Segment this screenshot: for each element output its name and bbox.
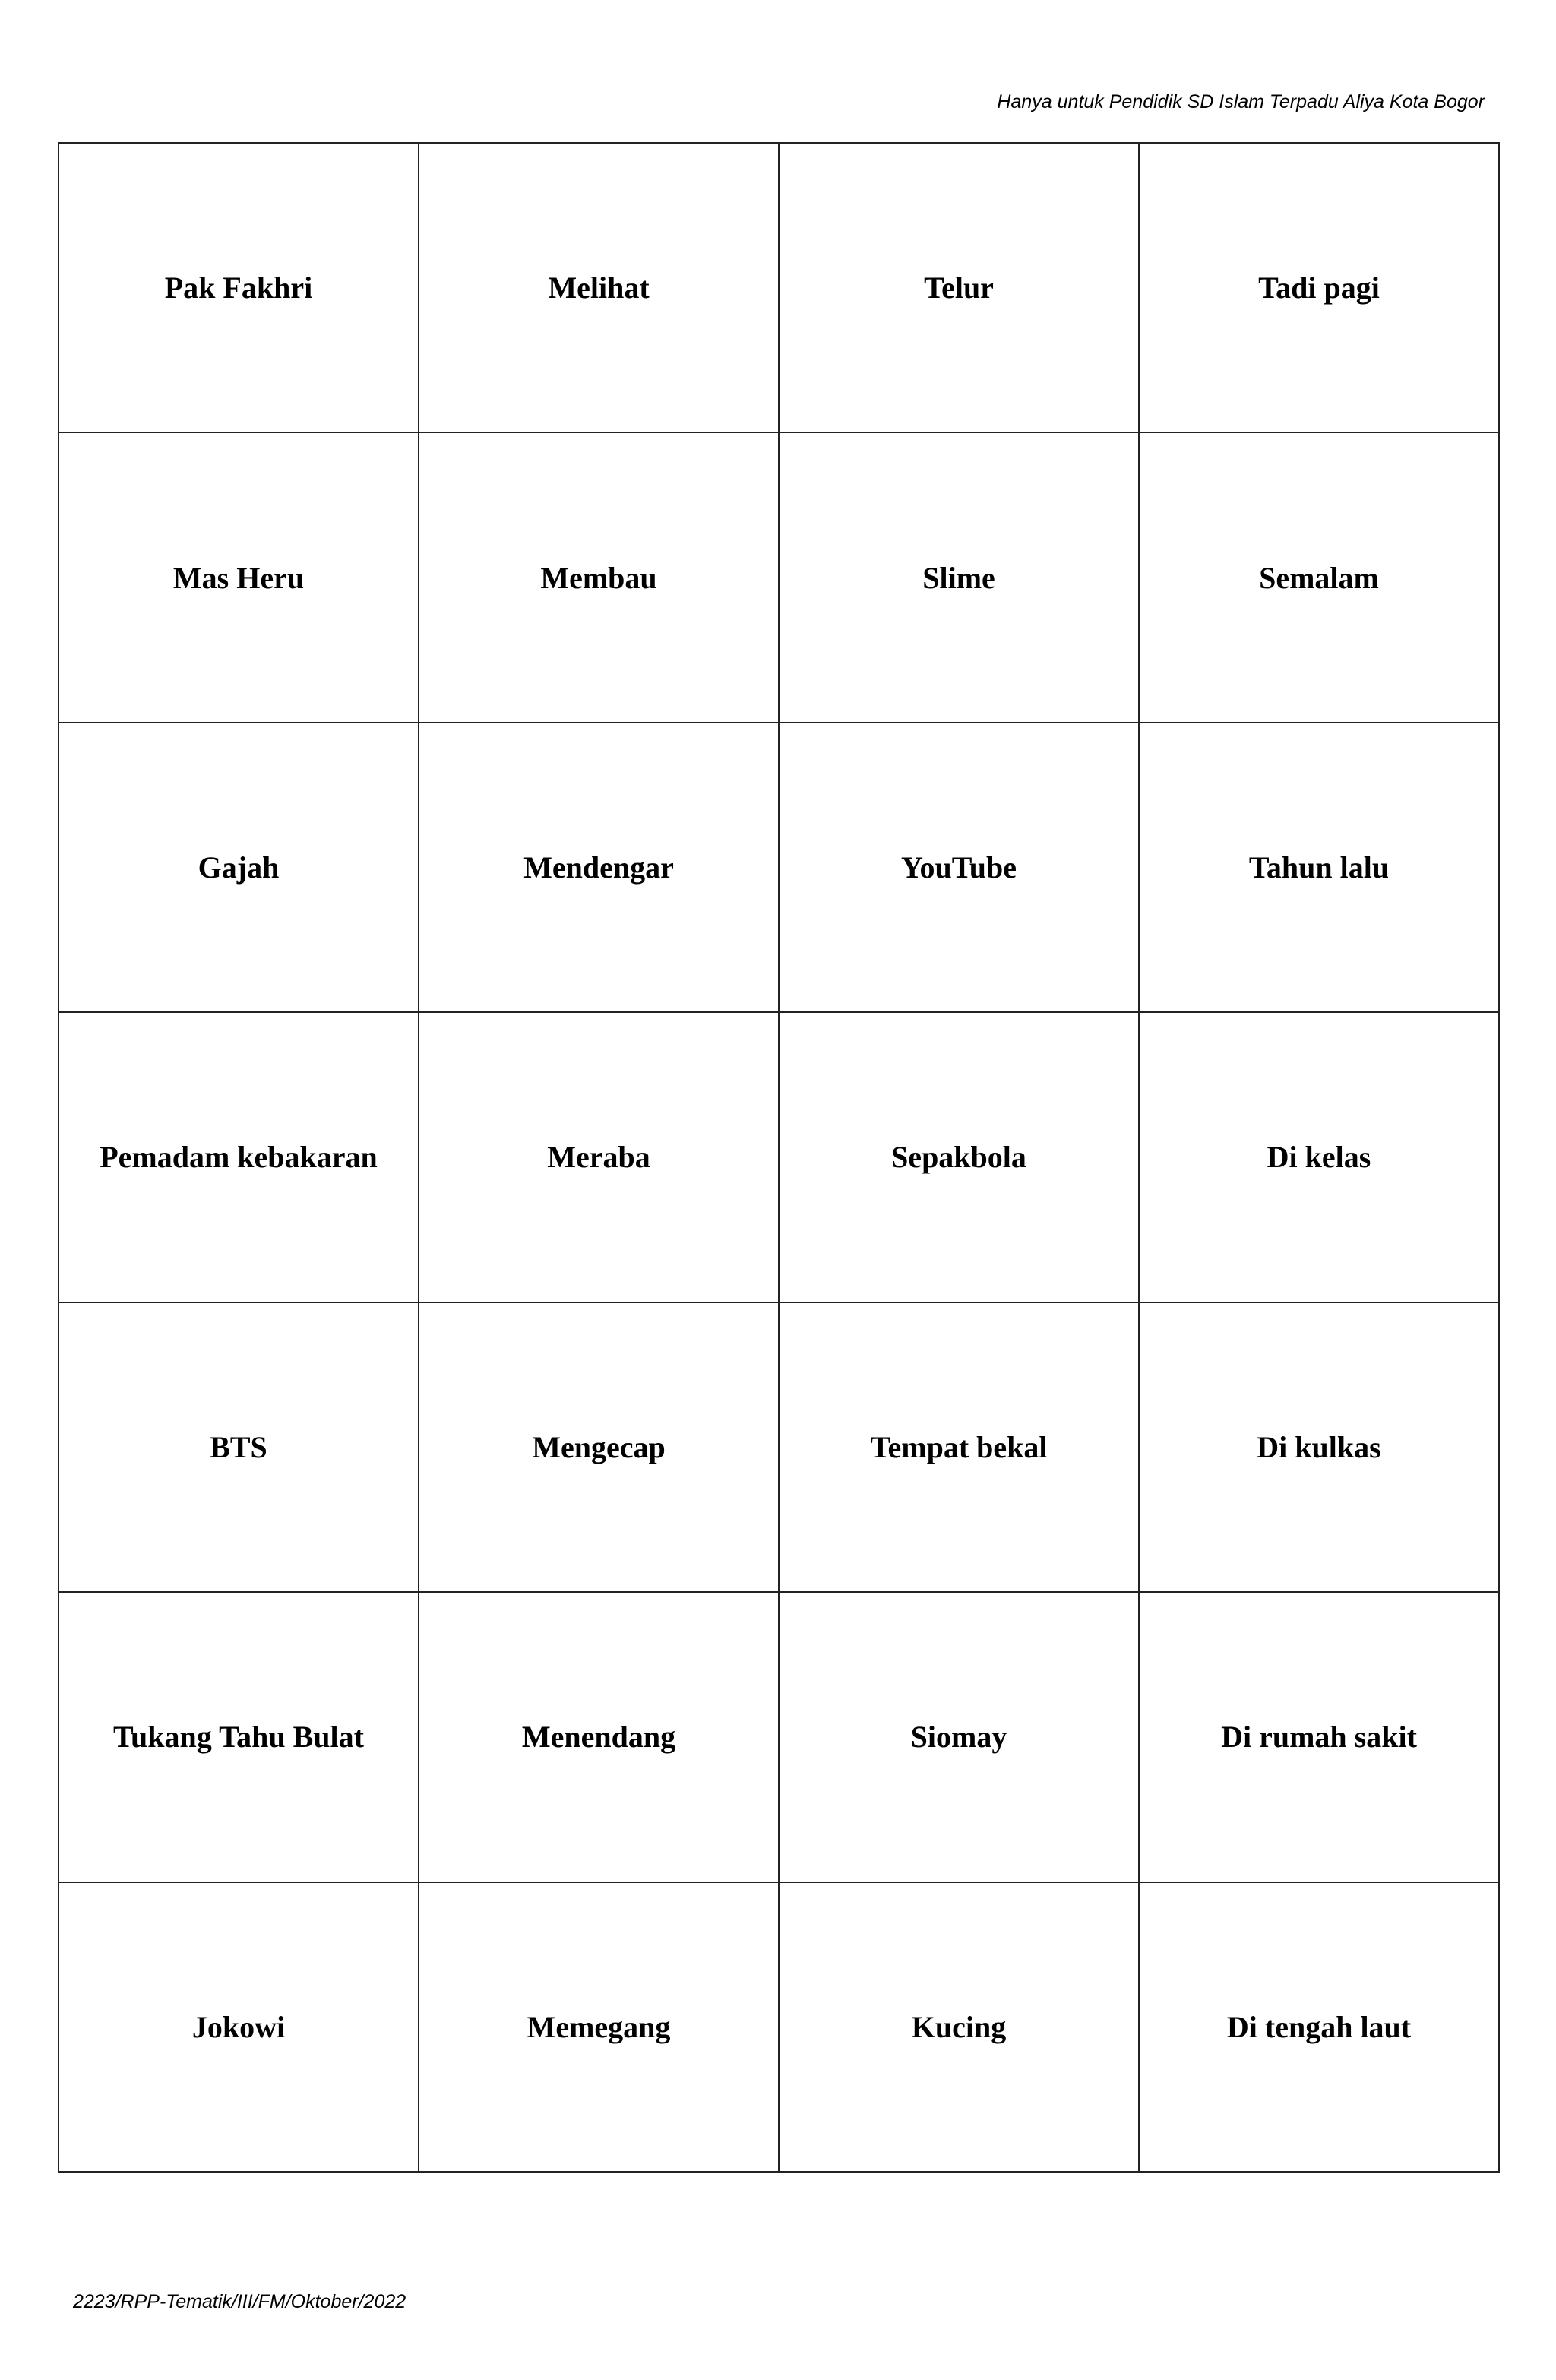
card-cell: Tempat bekal — [779, 1302, 1139, 1592]
card-cell: Siomay — [779, 1592, 1139, 1882]
footer-document-code: 2223/RPP-Tematik/III/FM/Oktober/2022 — [73, 2291, 406, 2312]
card-cell: Semalam — [1139, 432, 1499, 722]
card-cell: Pak Fakhri — [59, 143, 419, 432]
card-cell: Pemadam kebakaran — [59, 1012, 419, 1302]
card-cell: Meraba — [419, 1012, 779, 1302]
card-cell: Kucing — [779, 1882, 1139, 2172]
card-cell: Di kelas — [1139, 1012, 1499, 1302]
card-cell: Di kulkas — [1139, 1302, 1499, 1592]
card-cell: YouTube — [779, 723, 1139, 1012]
card-cell: Memegang — [419, 1882, 779, 2172]
header-note: Hanya untuk Pendidik SD Islam Terpadu Aliya Kota Bogor — [997, 91, 1485, 112]
card-row — [59, 1882, 1499, 2172]
card-cell: Gajah — [59, 723, 419, 1012]
card-row — [59, 723, 1499, 1012]
card-cell: BTS — [59, 1302, 419, 1592]
card-cell: Tahun lalu — [1139, 723, 1499, 1012]
card-cell: Sepakbola — [779, 1012, 1139, 1302]
card-cell: Tadi pagi — [1139, 143, 1499, 432]
word-card-grid — [58, 142, 1500, 2173]
card-cell: Telur — [779, 143, 1139, 432]
card-cell: Slime — [779, 432, 1139, 722]
card-row — [59, 1592, 1499, 1882]
card-cell: Membau — [419, 432, 779, 722]
card-row — [59, 432, 1499, 722]
card-row — [59, 1302, 1499, 1592]
card-row — [59, 1012, 1499, 1302]
card-cell: Jokowi — [59, 1882, 419, 2172]
card-cell: Di tengah laut — [1139, 1882, 1499, 2172]
card-cell: Mendengar — [419, 723, 779, 1012]
card-row — [59, 143, 1499, 432]
card-cell: Melihat — [419, 143, 779, 432]
card-cell: Mas Heru — [59, 432, 419, 722]
card-cell: Di rumah sakit — [1139, 1592, 1499, 1882]
card-cell: Mengecap — [419, 1302, 779, 1592]
card-cell: Tukang Tahu Bulat — [59, 1592, 419, 1882]
card-cell: Menendang — [419, 1592, 779, 1882]
